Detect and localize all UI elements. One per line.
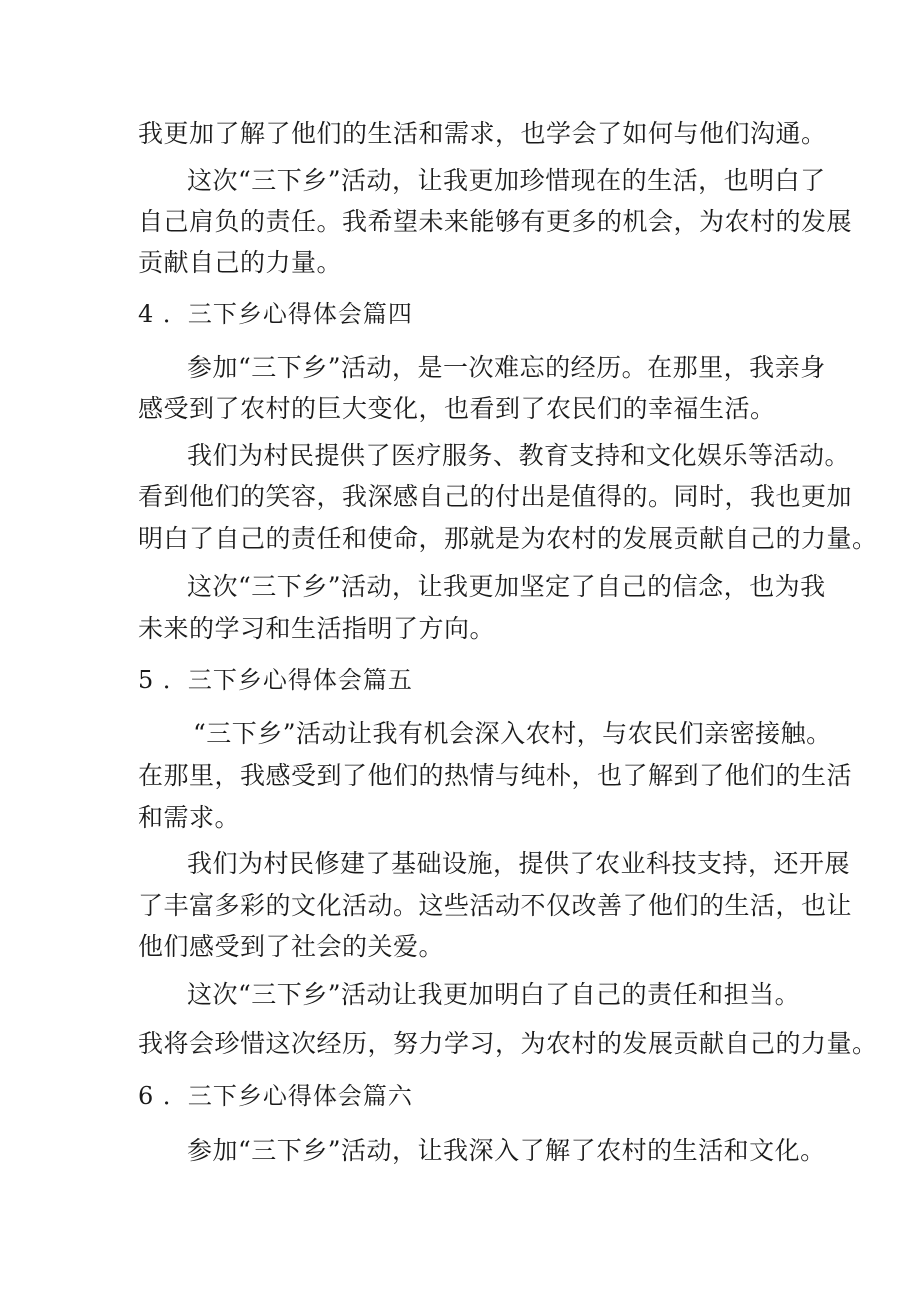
section-heading: 4 ．三下乡心得体会篇四 xyxy=(138,300,413,328)
paragraph-line: 看到他们的笑容，我深感自己的付出是值得的。同时，我也更加 xyxy=(138,482,853,511)
paragraph-line: 未来的学习和生活指明了方向。 xyxy=(138,614,496,643)
paragraph-line: 参加“三下乡”活动，是一次难忘的经历。在那里，我亲身 xyxy=(187,353,826,382)
section-heading: 6 ．三下乡心得体会篇六 xyxy=(138,1082,413,1110)
paragraph-line: 在那里，我感受到了他们的热情与纯朴，也了解到了他们的生活 xyxy=(138,761,853,790)
paragraph-line: 我更加了解了他们的生活和需求，也学会了如何与他们沟通。 xyxy=(138,119,827,148)
paragraph-line: 这次“三下乡”活动，让我更加坚定了自己的信念，也为我 xyxy=(187,572,826,601)
paragraph-line: 这次“三下乡”活动让我更加明白了自己的责任和担当。 xyxy=(187,980,801,1009)
paragraph-line: 自己肩负的责任。我希望未来能够有更多的机会，为农村的发展 xyxy=(138,207,853,236)
paragraph-line: 和需求。 xyxy=(138,803,241,832)
section-heading: 5 ．三下乡心得体会篇五 xyxy=(138,666,413,694)
paragraph-line: 我们为村民提供了医疗服务、教育支持和文化娱乐等活动。 xyxy=(187,441,851,470)
paragraph-line: 参加“三下乡”活动，让我深入了解了农村的生活和文化。 xyxy=(187,1136,826,1165)
paragraph-line: 了丰富多彩的文化活动。这些活动不仅改善了他们的生活，也让 xyxy=(138,891,853,920)
paragraph-line: 明白了自己的责任和使命，那就是为农村的发展贡献自己的力量。 xyxy=(138,524,878,553)
paragraph-line: 贡献自己的力量。 xyxy=(138,248,343,277)
paragraph-line: “三下乡”活动让我有机会深入农村，与农民们亲密接触。 xyxy=(193,719,832,748)
paragraph-line: 他们感受到了社会的关爱。 xyxy=(138,932,445,961)
paragraph-line: 我们为村民修建了基础设施，提供了农业科技支持，还开展 xyxy=(187,849,851,878)
paragraph-line: 我将会珍惜这次经历，努力学习，为农村的发展贡献自己的力量。 xyxy=(138,1029,878,1058)
paragraph-line: 这次“三下乡”活动，让我更加珍惜现在的生活，也明白了 xyxy=(187,166,826,195)
paragraph-line: 感受到了农村的巨大变化，也看到了农民们的幸福生活。 xyxy=(138,394,776,423)
